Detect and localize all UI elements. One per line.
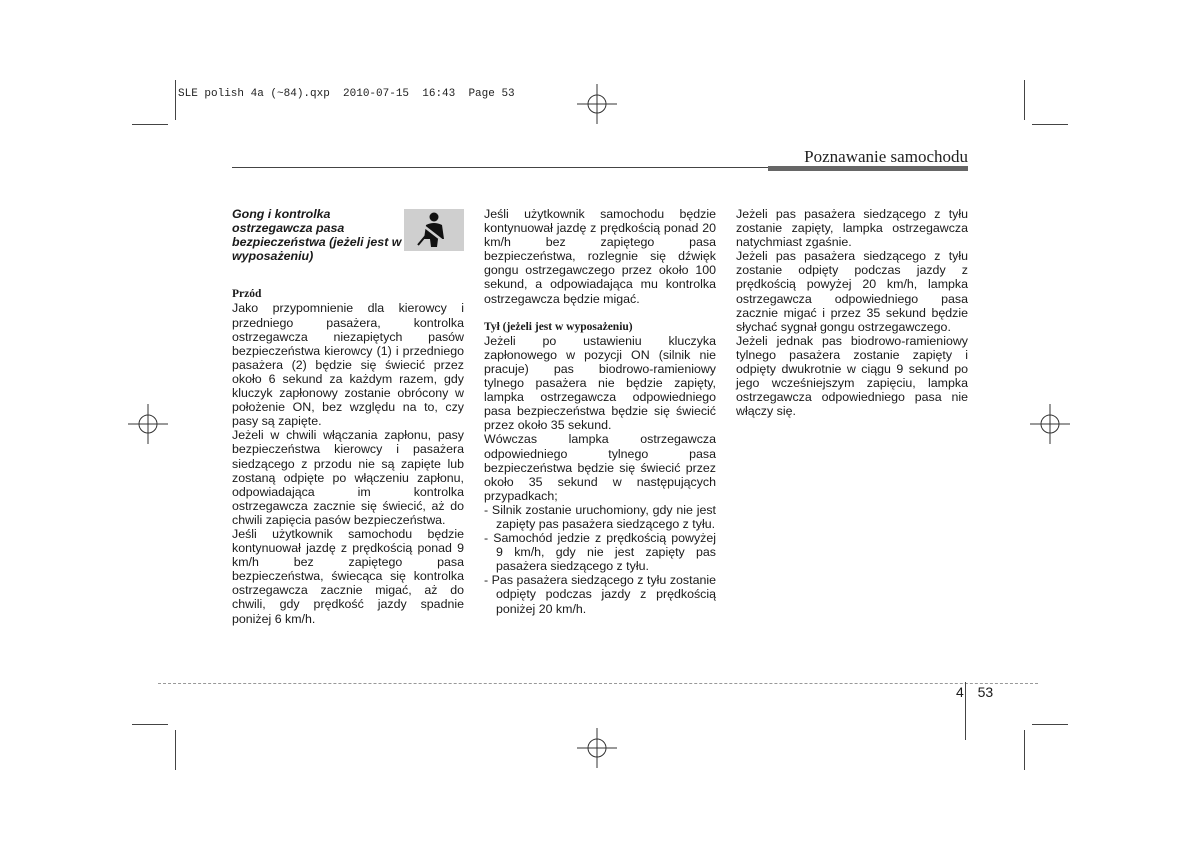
page-number-value: 53 xyxy=(977,684,994,700)
registration-mark-bottom xyxy=(577,728,617,768)
text-column-3 xyxy=(736,207,968,418)
crop-mark xyxy=(175,730,176,770)
paragraph: Jeżeli pas pasażera siedzącego z tyłu zostanie odpięty podczas jazdy z prędkością powyżej 20 km/h, lampka ostrzegawcza odpowiedniego pasa zacznie migać i przez 35 sekund będzie słychać sygnał gongu ostrzegawczego. xyxy=(736,249,968,334)
crop-mark xyxy=(1024,80,1025,120)
section-heading: Gong i kontrolka ostrzegawcza pasa bezpieczeństwa (jeżeli jest w wyposażeniu) xyxy=(232,207,402,264)
paragraph: Jeśli użytkownik samochodu będzie kontynuował jazdę z prędkością ponad 9 km/h bez zapiętego pasa bezpieczeństwa, świecąca się kontrolka ostrzegawcza zacznie migać, aż do chwili, gdy prędkość jazdy spadnie poniżej 6 km/h. xyxy=(232,526,464,626)
paragraph: Jeśli użytkownik samochodu będzie kontynuował jazdę z prędkością ponad 20 km/h bez zapiętego pasa bezpieczeństwa, rozlegnie się dźwięk gongu ostrzegawczego przez około 100 sekund, a odpowiadająca mu kontrolka ostrzegawcza będzie migać. xyxy=(484,207,716,306)
page-number xyxy=(956,684,993,700)
paragraph: Wówczas lampka ostrzegawcza odpowiedniego tylnego pasa bezpieczeństwa będzie się świecić przez około 35 sekund w następujących przypadkach; xyxy=(484,432,716,503)
registration-mark-left xyxy=(128,404,168,444)
crop-mark xyxy=(132,724,168,725)
section-title: Poznawanie samochodu xyxy=(804,147,968,166)
subheading-rear: Tył (jeżeli jest w wyposażeniu) xyxy=(484,320,633,333)
print-file-info: SLE polish 4a (~84).qxp 2010-07-15 16:43 Page 53 xyxy=(178,88,515,100)
paragraph: Jeżeli jednak pas biodrowo-ramieniowy tylnego pasażera zostanie zapięty i odpięty dwukrotnie w ciągu 9 sekund po jego wcześniejszym zapięciu, lampka ostrzegawcza odpowiedniego pasa nie włączy się. xyxy=(736,333,968,419)
paragraph: Jeżeli w chwili włączania zapłonu, pasy bezpieczeństwa kierowcy i pasażera siedzącego z przodu nie są zapięte lub zostaną odpięte po włączeniu zapłonu, odpowiadająca im kontrolka ostrzegawcza zacznie się świecić, aż do chwili zapięcia pasów bezpieczeństwa. xyxy=(232,428,464,527)
crop-mark xyxy=(1032,124,1068,125)
header-rule-accent xyxy=(768,166,968,171)
subheading-front: Przód xyxy=(232,288,262,301)
crop-mark xyxy=(1024,730,1025,770)
list-item: - Silnik zostanie uruchomiony, gdy nie jest zapięty pas pasażera siedzącego z tyłu. xyxy=(484,502,716,531)
crop-mark xyxy=(132,124,168,125)
list-item: - Pas pasażera siedzącego z tyłu zostanie odpięty podczas jazdy z prędkością poniżej 20 km/h. xyxy=(484,573,716,616)
crop-mark xyxy=(1032,724,1068,725)
chapter-number: 4 xyxy=(956,684,964,700)
text-column-2 xyxy=(484,207,716,616)
paragraph: Jeżeli pas pasażera siedzącego z tyłu zostanie zapięty, lampka ostrzegawcza natychmiast zgaśnie. xyxy=(736,207,968,250)
footer-rule xyxy=(158,683,1038,684)
text-column-1 xyxy=(232,207,464,626)
crop-mark xyxy=(175,80,176,120)
registration-mark-top xyxy=(577,84,617,124)
paragraph: Jeżeli po ustawieniu kluczyka zapłonowego w pozycji ON (silnik nie pracuje) pas biodrowo-ramieniowy tylnego pasażera nie będzie zapięty, lampka ostrzegawcza odpowiedniego pasa bezpieczeństwa będzie się świecić przez około 35 sekund. xyxy=(484,333,716,433)
list-item: - Samochód jedzie z prędkością powyżej 9 km/h, gdy nie jest zapięty pas pasażera siedzącego z tyłu. xyxy=(484,531,716,574)
registration-mark-right xyxy=(1030,404,1070,444)
paragraph: Jako przypomnienie dla kierowcy i przedniego pasażera, kontrolka ostrzegawcza niezapiętych pasów bezpieczeństwa kierowcy (1) i przedniego pasażera (2) będzie się świecić przez około 6 sekund za każdym razem, gdy kluczyk zapłonowy zostanie obrócony w położenie ON, bez względu na to, czy pasy są zapięte. xyxy=(232,301,464,429)
